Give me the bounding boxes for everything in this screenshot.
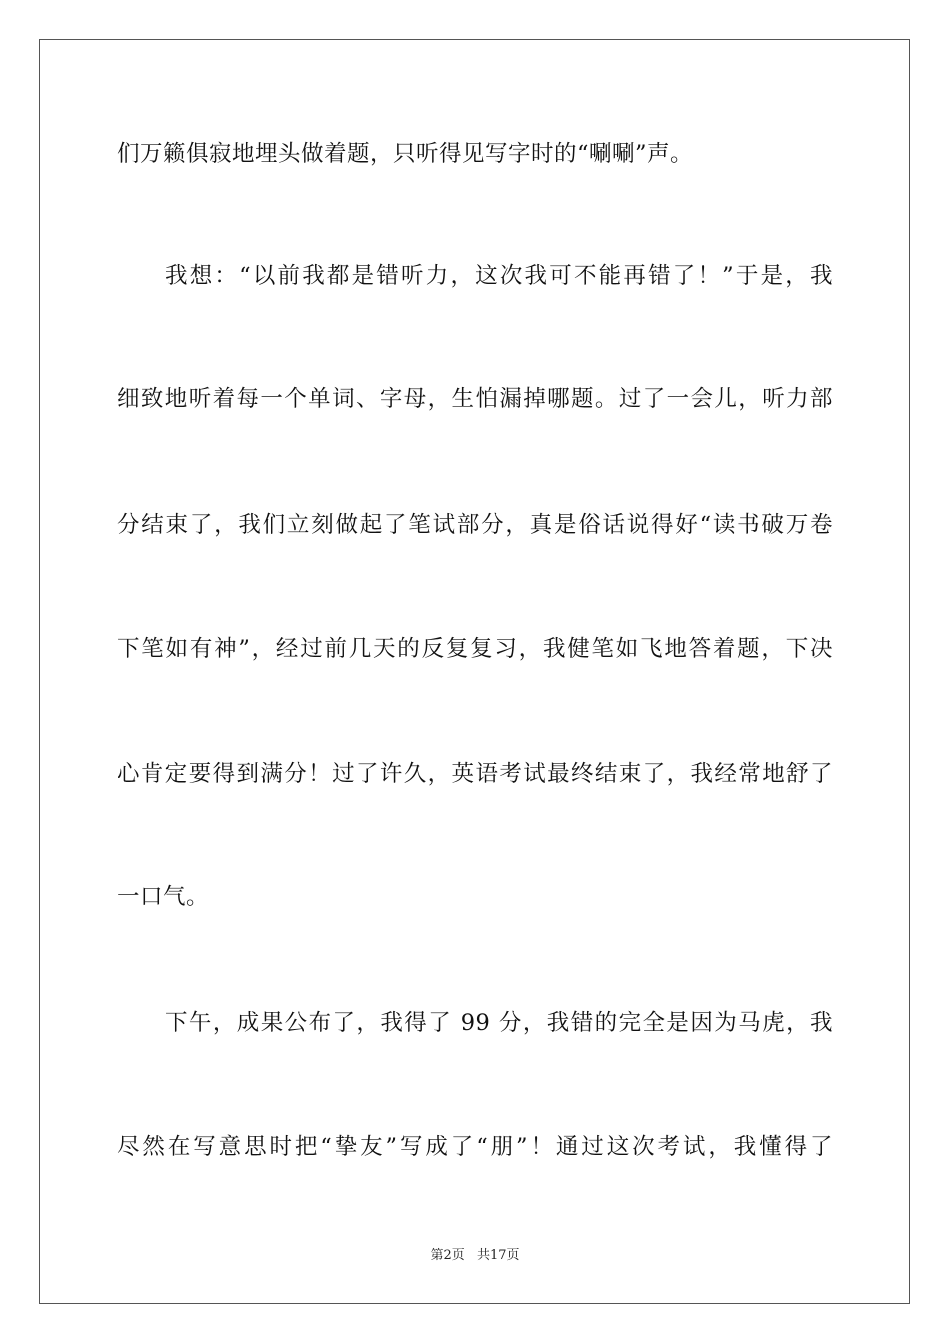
page-total: 共17页 (476, 1248, 520, 1263)
paragraph-line: 们万籁俱寂地埋头做着题，只听得见写字时的“唰唰”声。 (117, 141, 694, 167)
page-footer (0, 1247, 950, 1265)
paragraph-line: 一口气。 (117, 884, 210, 910)
page-number: 第2页 (430, 1248, 465, 1263)
paragraph-line: 细致地听着每一个单词、字母，生怕漏掉哪题。过了一会儿，听力部 (117, 386, 833, 412)
paragraph-line: 下笔如有神”，经过前几天的反复复习，我健笔如飞地答着题，下决 (117, 636, 833, 662)
paragraph-line: 下午，成果公布了，我得了 99 分，我错的完全是因为马虎，我 (165, 1010, 833, 1036)
paragraph-line: 我想：“以前我都是错听力，这次我可不能再错了！”于是，我 (165, 263, 833, 289)
paragraph-line: 心肯定要得到满分！过了许久，英语考试最终结束了，我经常地舒了 (117, 761, 833, 787)
paragraph-line: 分结束了，我们立刻做起了笔试部分，真是俗话说得好“读书破万卷 (117, 512, 833, 538)
page-border (39, 39, 910, 1304)
paragraph-line: 尽然在写意思时把“挚友”写成了“朋”！通过这次考试，我懂得了 (117, 1134, 833, 1160)
